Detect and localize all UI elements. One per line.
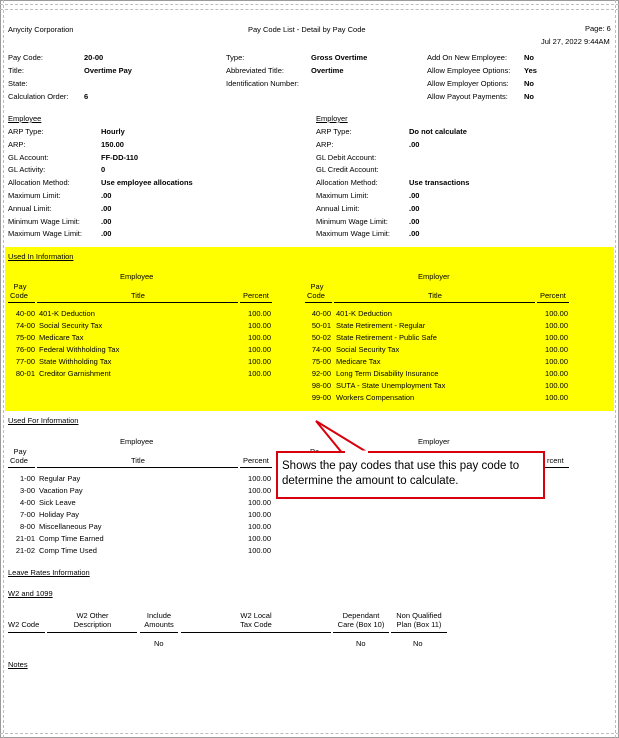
allow-payout-label: Allow Payout Payments:: [427, 92, 508, 101]
pay-title-cell: Creditor Garnishment: [39, 369, 111, 378]
pay-code-cell: 50-02: [311, 333, 331, 342]
used-for-title: Used For Information: [8, 416, 79, 425]
pay-code-cell: 4-00: [19, 498, 35, 507]
pay-title-cell: Social Security Tax: [336, 345, 400, 354]
pay-title-cell: Federal Withholding Tax: [39, 345, 120, 354]
used-in-er-code-header: Code: [307, 291, 325, 300]
employee-setting-value: .00: [101, 216, 112, 226]
allow-employee-value: Yes: [524, 66, 537, 75]
pay-title-cell: Medicare Tax: [39, 333, 84, 342]
pay-title-cell: Workers Compensation: [336, 393, 415, 402]
pay-code-cell: 40-00: [311, 309, 331, 318]
non-qualified-value: No: [413, 639, 423, 648]
w2-code-header: W2 Code: [8, 620, 40, 629]
pay-title-cell: Holiday Pay: [39, 510, 80, 519]
pay-code-cell: 50-01: [311, 321, 331, 330]
pay-code-cell: 7-00: [19, 510, 35, 519]
non-qualified-header-2: Plan (Box 11): [396, 620, 442, 629]
percent-cell: 100.00: [248, 309, 271, 318]
pay-title-cell: Vacation Pay: [39, 486, 83, 495]
w2-title: W2 and 1099: [8, 589, 53, 598]
percent-cell: 100.00: [248, 546, 271, 555]
pay-code-cell: 40-00: [15, 309, 35, 318]
pay-code-cell: 80-01: [15, 369, 35, 378]
used-for-er-percent-header: rcent: [547, 456, 564, 465]
employee-setting-value: 150.00: [101, 139, 124, 149]
percent-cell: 100.00: [248, 333, 271, 342]
leave-rates-title: Leave Rates Information: [8, 568, 90, 577]
used-in-emp-title-header: Title: [131, 291, 145, 300]
used-in-er-pay-header: Pay: [310, 282, 324, 291]
employee-setting-label: Maximum Limit:: [8, 191, 61, 200]
employee-setting-label: GL Account:: [8, 152, 49, 162]
page-number: Page: 6: [585, 24, 611, 33]
used-for-emp-title-header: Title: [131, 456, 145, 465]
title-value: Overtime Pay: [84, 66, 132, 75]
pay-code-cell: 1-00: [19, 474, 35, 483]
employer-setting-label: Allocation Method:: [316, 178, 378, 188]
allow-employer-value: No: [524, 79, 534, 88]
employer-setting-label: GL Credit Account:: [316, 165, 379, 175]
used-in-er-percent-header: Percent: [540, 291, 566, 300]
pay-title-cell: State Withholding Tax: [39, 357, 112, 366]
employee-setting-value: 0: [101, 165, 106, 175]
pay-title-cell: State Retirement - Regular: [336, 321, 426, 330]
used-in-er-title-header: Title: [428, 291, 442, 300]
employer-setting-value: .00: [409, 191, 420, 200]
employer-setting-value: Do not calculate: [409, 127, 467, 136]
employee-setting-value: .00: [101, 203, 112, 213]
pay-title-cell: Long Term Disability Insurance: [336, 369, 439, 378]
include-amounts-header-1: Include: [146, 611, 172, 620]
type-value: Gross Overtime: [311, 53, 368, 62]
employer-setting-value: Use transactions: [409, 178, 470, 188]
pay-code-value: 20-00: [84, 53, 104, 62]
employee-setting-value: Use employee allocations: [101, 178, 193, 188]
employee-setting-value: .00: [101, 229, 112, 239]
w2-local-header-2: Tax Code: [240, 620, 272, 629]
ident-number-label: Identification Number:: [226, 79, 299, 88]
w2-other-header-2: Description: [73, 620, 112, 629]
percent-cell: 100.00: [248, 345, 271, 354]
percent-cell: 100.00: [248, 534, 271, 543]
allow-employee-label: Allow Employee Options:: [427, 66, 511, 75]
percent-cell: 100.00: [248, 474, 271, 483]
report-title: Pay Code List - Detail by Pay Code: [248, 25, 366, 34]
employer-setting-label: ARP:: [316, 139, 334, 149]
used-in-emp-percent-header: Percent: [243, 291, 269, 300]
state-label: State:: [8, 79, 28, 88]
employee-setting-label: Minimum Wage Limit:: [8, 216, 80, 226]
percent-cell: 100.00: [545, 345, 568, 354]
pay-code-label: Pay Code:: [8, 53, 44, 62]
w2-local-header-1: W2 Local: [240, 611, 272, 620]
employee-setting-label: ARP:: [8, 139, 26, 149]
calc-order-value: 6: [84, 92, 89, 101]
add-on-value: No: [524, 53, 534, 62]
employer-setting-label: ARP Type:: [316, 127, 352, 136]
allow-employer-label: Allow Employer Options:: [427, 79, 509, 88]
pay-code-cell: 21-02: [15, 546, 35, 555]
used-in-employee-header: Employee: [120, 272, 154, 281]
employer-setting-label: Maximum Wage Limit:: [316, 229, 390, 239]
employee-setting-value: FF-DD-110: [101, 152, 139, 162]
pay-title-cell: Comp Time Earned: [39, 534, 104, 543]
add-on-label: Add On New Employee:: [427, 53, 508, 62]
used-in-emp-code-header: Code: [10, 291, 28, 300]
pay-title-cell: Social Security Tax: [39, 321, 103, 330]
pay-title-cell: State Retirement - Public Safe: [336, 333, 437, 342]
employee-setting-label: GL Activity:: [8, 165, 46, 175]
pay-code-cell: 98-00: [311, 381, 331, 390]
percent-cell: 100.00: [545, 357, 568, 366]
callout-text: Shows the pay codes that use this pay code to determine the amount to calculate.: [282, 460, 520, 487]
percent-cell: 100.00: [248, 369, 271, 378]
percent-cell: 100.00: [545, 333, 568, 342]
employee-setting-value: .00: [101, 191, 112, 200]
pay-title-cell: Medicare Tax: [336, 357, 381, 366]
percent-cell: 100.00: [545, 393, 568, 402]
non-qualified-header-1: Non Qualified: [396, 611, 442, 620]
percent-cell: 100.00: [545, 369, 568, 378]
employee-setting-label: ARP Type:: [8, 127, 44, 136]
used-in-emp-pay-header: Pay: [13, 282, 27, 291]
pay-code-cell: 74-00: [15, 321, 35, 330]
pay-title-cell: Comp Time Used: [39, 546, 97, 555]
pay-title-cell: SUTA - State Unemployment Tax: [336, 381, 446, 390]
percent-cell: 100.00: [248, 486, 271, 495]
include-amounts-value: No: [154, 639, 164, 648]
company-name: Anycity Corporation: [8, 25, 74, 34]
employer-setting-label: GL Debit Account:: [316, 152, 377, 162]
pay-code-cell: 75-00: [311, 357, 331, 366]
percent-cell: 100.00: [545, 321, 568, 330]
type-label: Type:: [226, 53, 245, 62]
percent-cell: 100.00: [248, 498, 271, 507]
employer-setting-value: .00: [409, 203, 420, 213]
calc-order-label: Calculation Order:: [8, 92, 69, 101]
pay-title-cell: Sick Leave: [39, 498, 76, 507]
employer-setting-label: Minimum Wage Limit:: [316, 216, 388, 226]
employer-setting-value: .00: [409, 216, 420, 226]
percent-cell: 100.00: [248, 510, 271, 519]
abbr-title-value: Overtime: [311, 66, 344, 75]
include-amounts-header-2: Amounts: [144, 620, 174, 629]
pay-title-cell: 401-K Deduction: [336, 309, 392, 318]
employee-setting-value: Hourly: [101, 127, 125, 136]
callout-box: [276, 451, 545, 499]
employer-section-header: Employer: [316, 114, 348, 123]
employer-setting-value: .00: [409, 139, 420, 149]
used-for-emp-percent-header: Percent: [243, 456, 269, 465]
used-in-title: Used In Information: [8, 252, 74, 261]
w2-other-header-1: W2 Other: [76, 611, 109, 620]
pay-title-cell: Miscellaneous Pay: [39, 522, 102, 531]
used-for-employee-header: Employee: [120, 437, 154, 446]
percent-cell: 100.00: [248, 357, 271, 366]
percent-cell: 100.00: [248, 321, 271, 330]
report-date: Jul 27, 2022 9:44AM: [541, 37, 610, 46]
employer-setting-label: Annual Limit:: [316, 203, 360, 213]
pay-code-cell: 92-00: [311, 369, 331, 378]
percent-cell: 100.00: [545, 309, 568, 318]
employee-setting-label: Annual Limit:: [8, 203, 52, 213]
title-label: Title:: [8, 66, 24, 75]
allow-payout-value: No: [524, 92, 534, 101]
notes-title: Notes: [8, 660, 28, 669]
used-for-employer-header: Employer: [418, 437, 450, 446]
pay-code-cell: 21-01: [15, 534, 35, 543]
dependant-care-value: No: [356, 639, 366, 648]
pay-code-cell: 99-00: [311, 393, 331, 402]
used-for-emp-pay-header: Pay: [13, 447, 27, 456]
pay-code-cell: 75-00: [15, 333, 35, 342]
employee-section-header: Employee: [8, 114, 42, 123]
employer-setting-value: .00: [409, 229, 420, 239]
pay-title-cell: 401-K Deduction: [39, 309, 95, 318]
pay-code-cell: 3-00: [19, 486, 35, 495]
pay-code-cell: 8-00: [19, 522, 35, 531]
dependant-care-header-1: Dependant: [342, 611, 380, 620]
employee-setting-label: Allocation Method:: [8, 178, 70, 188]
percent-cell: 100.00: [545, 381, 568, 390]
pay-code-cell: 76-00: [15, 345, 35, 354]
percent-cell: 100.00: [248, 522, 271, 531]
abbr-title-label: Abbreviated Title:: [226, 66, 284, 75]
employee-setting-label: Maximum Wage Limit:: [8, 229, 82, 239]
employer-setting-label: Maximum Limit:: [316, 191, 369, 200]
pay-code-cell: 74-00: [311, 345, 331, 354]
dependant-care-header-2: Care (Box 10): [337, 620, 385, 629]
pay-code-cell: 77-00: [15, 357, 35, 366]
used-for-emp-code-header: Code: [10, 456, 28, 465]
used-in-employer-header: Employer: [418, 272, 450, 281]
pay-title-cell: Regular Pay: [39, 474, 81, 483]
